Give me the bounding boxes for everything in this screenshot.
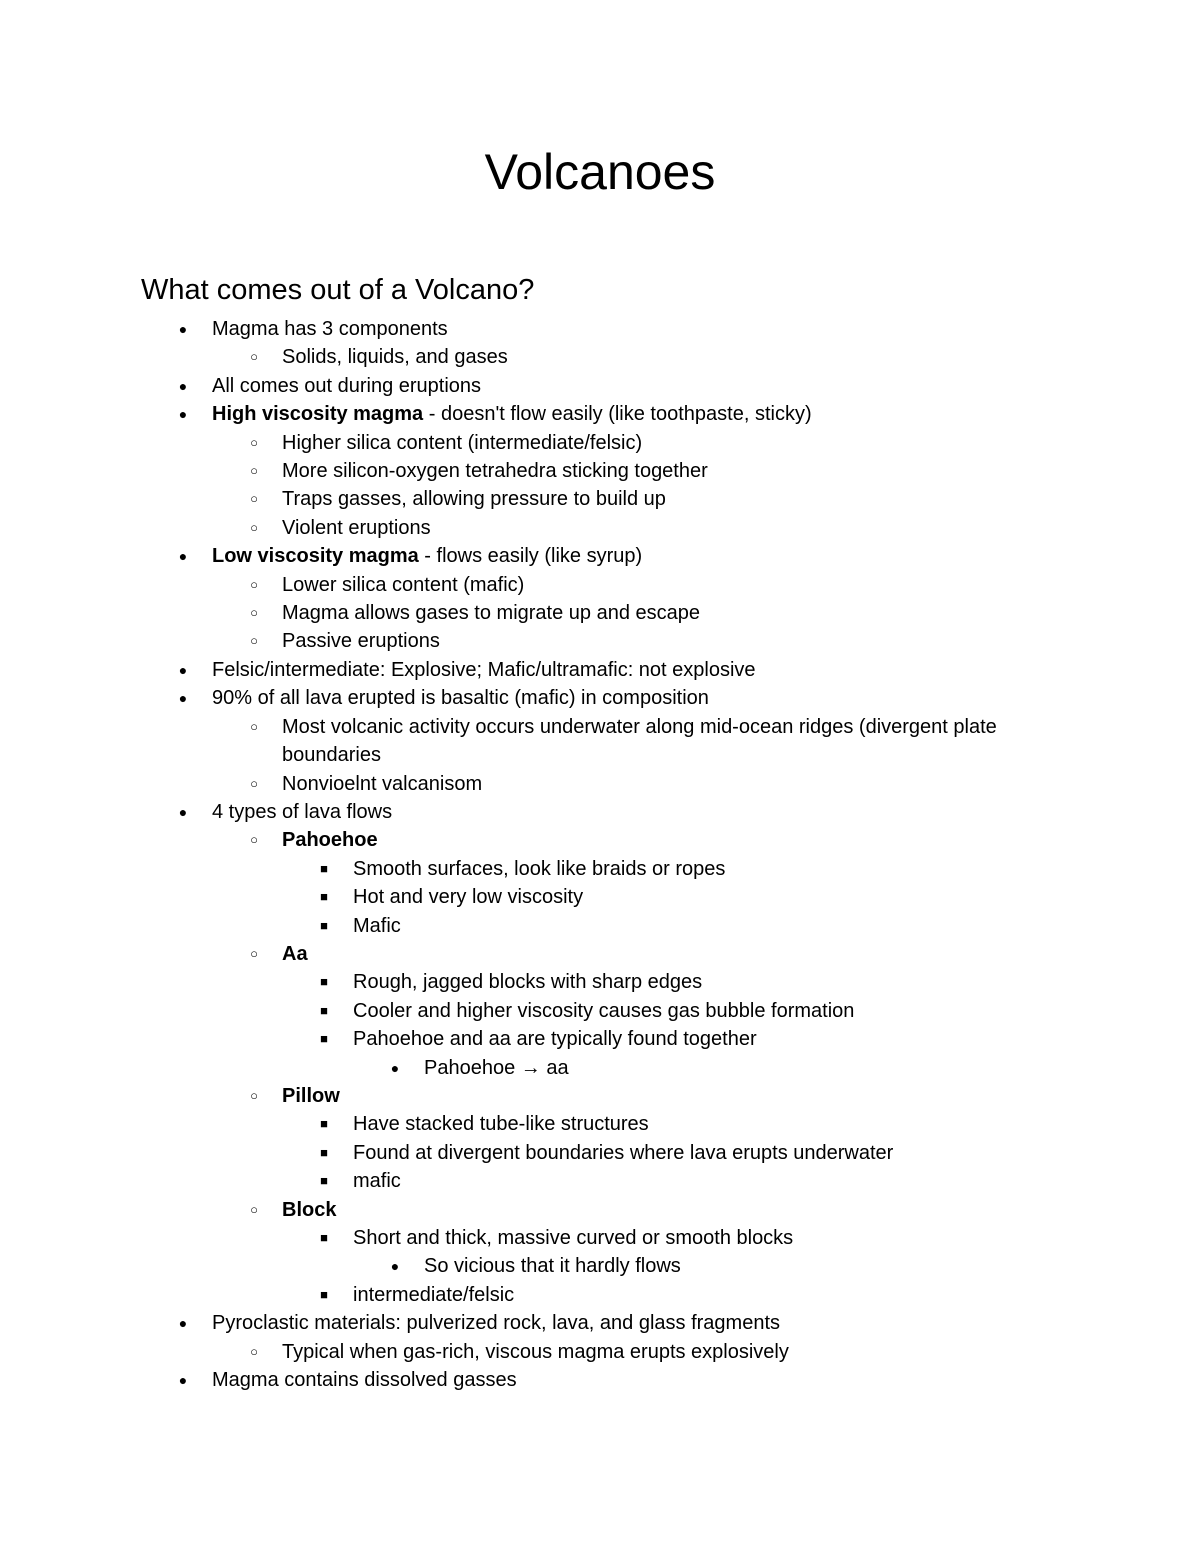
hollow-bullet-icon: ○ xyxy=(250,434,258,450)
list-item xyxy=(0,826,1200,854)
list-item: ○ Typical when gas-rich, viscous magma erupts explosively xyxy=(0,1338,1200,1366)
list-item: ○ Traps gasses, allowing pressure to build up xyxy=(0,485,1200,513)
list-item: ● Pahoehoe → aa xyxy=(0,1054,1200,1082)
bullet-icon: ● xyxy=(178,1372,188,1389)
list-item: ■ Smooth surfaces, look like braids or ropes xyxy=(0,855,1200,883)
bold-term: Low viscosity magma xyxy=(212,545,419,568)
bold-term: Pahoehoe xyxy=(282,829,378,852)
list-item: ■ mafic xyxy=(0,1167,1200,1195)
list-item: ○ Lower silica content (mafic) xyxy=(0,571,1200,599)
hollow-bullet-icon: ○ xyxy=(250,349,258,365)
bullet-icon: ● xyxy=(178,1315,188,1332)
hollow-bullet-icon: ○ xyxy=(250,633,258,649)
square-bullet-icon: ■ xyxy=(320,1002,328,1018)
section-heading: What comes out of a Volcano? xyxy=(141,274,535,306)
list-item: ■ Mafic xyxy=(0,912,1200,940)
list-item: ■ Cooler and higher viscosity causes gas bubble formation xyxy=(0,997,1200,1025)
bullet-icon: ● xyxy=(390,1258,400,1275)
hollow-bullet-icon: ○ xyxy=(250,1201,258,1217)
notes-list xyxy=(0,315,1200,1394)
square-bullet-icon: ■ xyxy=(320,1031,328,1047)
list-item: ● Magma contains dissolved gasses xyxy=(0,1366,1200,1394)
hollow-bullet-icon: ○ xyxy=(250,832,258,848)
hollow-bullet-icon: ○ xyxy=(250,576,258,592)
list-item: ■ Rough, jagged blocks with sharp edges xyxy=(0,968,1200,996)
list-item xyxy=(0,1082,1200,1110)
bullet-icon: ● xyxy=(178,406,188,423)
bullet-icon: ● xyxy=(178,690,188,707)
bold-term: High viscosity magma xyxy=(212,403,424,426)
list-item-continuation: boundaries xyxy=(282,744,381,767)
list-item: ○ Nonvioelnt valcanisom xyxy=(0,770,1200,798)
list-item: ● All comes out during eruptions xyxy=(0,372,1200,400)
bullet-icon: ● xyxy=(178,377,188,394)
list-item: ■ Hot and very low viscosity xyxy=(0,883,1200,911)
bullet-icon: ● xyxy=(178,803,188,820)
hollow-bullet-icon: ○ xyxy=(250,945,258,961)
bullet-icon: ● xyxy=(178,548,188,565)
list-item: ○ Violent eruptions xyxy=(0,514,1200,542)
bold-term: Block xyxy=(282,1198,337,1221)
list-item: ● 4 types of lava flows xyxy=(0,798,1200,826)
list-item: ○ Solids, liquids, and gases xyxy=(0,343,1200,371)
hollow-bullet-icon: ○ xyxy=(250,463,258,479)
square-bullet-icon: ■ xyxy=(320,1286,328,1302)
bullet-icon: ● xyxy=(178,661,188,678)
square-bullet-icon: ■ xyxy=(320,860,328,876)
list-item: ○ Most volcanic activity occurs underwater along mid-ocean ridges (divergent plate xyxy=(0,713,1200,741)
list-item: ■ Short and thick, massive curved or smooth blocks xyxy=(0,1224,1200,1252)
list-item: ○ More silicon-oxygen tetrahedra sticking together xyxy=(0,457,1200,485)
square-bullet-icon: ■ xyxy=(320,1230,328,1245)
list-item: ● Low viscosity magma - flows easily (like syrup) xyxy=(0,542,1200,570)
list-item: ○ Passive eruptions xyxy=(0,627,1200,655)
list-item xyxy=(0,940,1200,968)
list-item: ■ intermediate/felsic xyxy=(0,1281,1200,1309)
list-item: ● Pyroclastic materials: pulverized rock, lava, and glass fragments xyxy=(0,1309,1200,1337)
list-item xyxy=(0,1196,1200,1224)
list-item: ● 90% of all lava erupted is basaltic (mafic) in composition xyxy=(0,684,1200,712)
list-item: ○ Magma allows gases to migrate up and escape xyxy=(0,599,1200,627)
square-bullet-icon: ■ xyxy=(320,1173,328,1189)
list-item: ○ Higher silica content (intermediate/felsic) xyxy=(0,429,1200,457)
list-item: ■ Pahoehoe and aa are typically found together xyxy=(0,1025,1200,1053)
list-item: ■ Have stacked tube-like structures xyxy=(0,1110,1200,1138)
square-bullet-icon: ■ xyxy=(320,1144,328,1160)
bold-term: Aa xyxy=(282,942,308,965)
hollow-bullet-icon: ○ xyxy=(250,491,258,507)
list-item: ● Felsic/intermediate: Explosive; Mafic/ultramafic: not explosive xyxy=(0,656,1200,684)
square-bullet-icon: ■ xyxy=(320,889,328,905)
hollow-bullet-icon: ○ xyxy=(250,1087,258,1103)
hollow-bullet-icon: ○ xyxy=(250,775,258,791)
bullet-icon: ● xyxy=(390,1059,400,1076)
hollow-bullet-icon: ○ xyxy=(250,605,258,621)
list-item: ● High viscosity magma - doesn't flow easily (like toothpaste, sticky) xyxy=(0,400,1200,428)
list-item: ■ Found at divergent boundaries where lava erupts underwater xyxy=(0,1139,1200,1167)
bullet-icon: ● xyxy=(178,321,188,337)
bold-term: Pillow xyxy=(282,1084,340,1107)
square-bullet-icon: ■ xyxy=(320,974,328,990)
hollow-bullet-icon: ○ xyxy=(250,519,258,535)
document-title: Volcanoes xyxy=(484,144,716,200)
hollow-bullet-icon: ○ xyxy=(250,718,258,734)
square-bullet-icon: ■ xyxy=(320,917,328,933)
list-item: ● So vicious that it hardly flows xyxy=(0,1252,1200,1280)
list-item: ● Magma has 3 components xyxy=(0,315,1200,343)
hollow-bullet-icon: ○ xyxy=(250,1343,258,1359)
square-bullet-icon: ■ xyxy=(320,1116,328,1132)
